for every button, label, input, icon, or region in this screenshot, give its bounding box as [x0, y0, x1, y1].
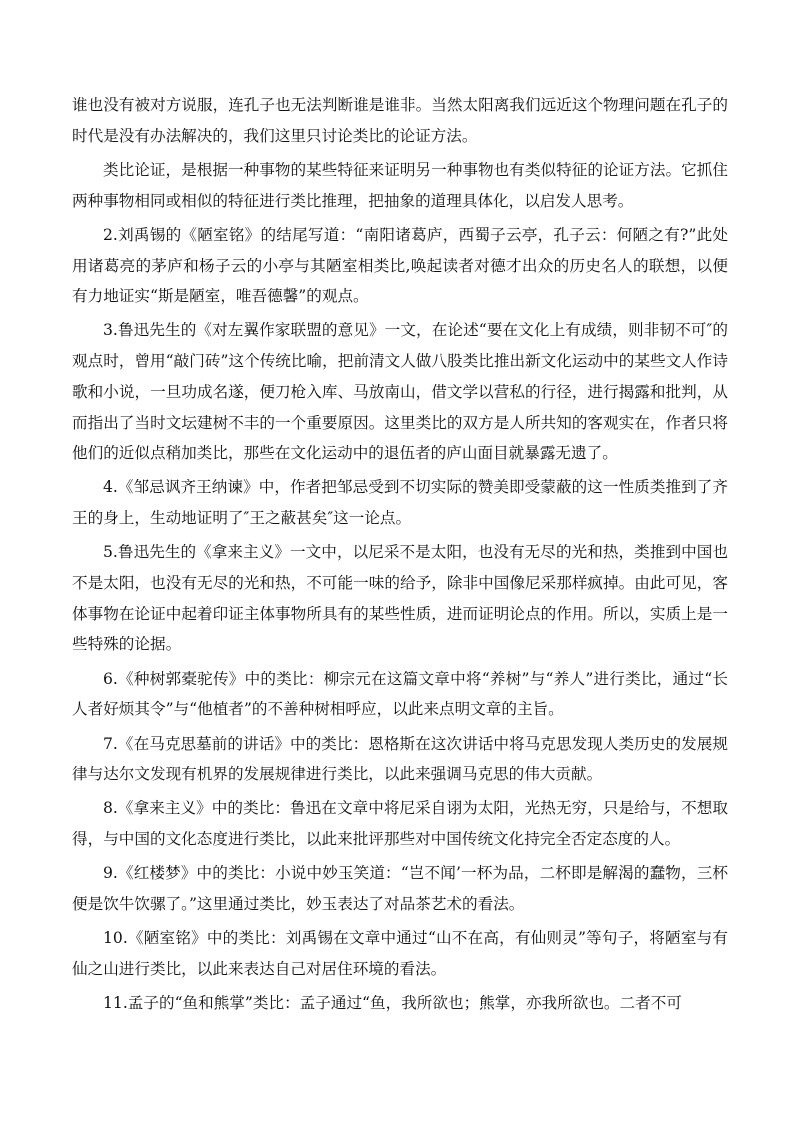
paragraph-definition: 类比论证，是根据一种事物的某些特征来证明另一种事物也有类似特征的论证方法。它抓住两种事物相同或相似的特征进行类比推理，把抽象的道理具体化，以启发人思考。: [72, 160, 728, 210]
paragraph-example-9: 9.《红楼梦》中的类比：小说中妙玉笑道：“岂不闻’一杯为品，二杯即是解渴的蠢物，三杯便是饮牛饮骡了。”这里通过类比，妙玉表达了对品茶艺术的看法。: [72, 864, 728, 914]
paragraph-example-8: 8.《拿来主义》中的类比：鲁迅在文章中将尼采自诩为太阳，光热无穷，只是给与，不想取得，与中国的文化态度进行类比，以此来批评那些对中国传统文化持完全否定态度的人。: [72, 799, 728, 849]
paragraph-example-10: 10.《陋室铭》中的类比：刘禹锡在文章中通过“山不在高，有仙则灵”等句子，将陋室与有仙之山进行类比，以此来表达自己对居住环境的看法。: [72, 929, 728, 978]
paragraph-example-11: 11.孟子的“鱼和熊掌”类比：孟子通过“鱼，我所欲也；熊掌，亦我所欲也。二者不可: [103, 994, 682, 1013]
paragraph-example-7: 7.《在马克思墓前的讲话》中的类比：恩格斯在这次讲话中将马克思发现人类历史的发展规律与达尔文发现有机界的发展规律进行类比，以此来强调马克思的伟大贡献。: [72, 734, 728, 784]
document-page: [72, 90, 728, 1022]
paragraph-continuation: 谁也没有被对方说服，连孔子也无法判断谁是谁非。当然太阳离我们远近这个物理问题在孔子的时代是没有办法解决的，我们这里只讨论类比的论证方法。: [72, 96, 728, 145]
paragraph-example-5: 5.鲁迅先生的《拿来主义》一文中，以尼采不是太阳，也没有无尽的光和热，类推到中国也不是太阳，也没有无尽的光和热，不可能一味的给予，除非中国像尼采那样疯掉。由此可见，客体事物在论证中起着印证主体事物所具有的某些性质，进而证明论点的作用。所以，实质上是一些特殊的论据。: [72, 543, 728, 654]
paragraph-example-3: 3.鲁迅先生的《对左翼作家联盟的意见》一文，在论述“要在文化上有成绩，则非韧不可″的观点时，曾用“敲门砖”这个传统比喻，把前清文人做八股类比推出新文化运动中的某些文人作诗歌和小说，一旦功成名遂，便刀枪入库、马放南山，借文学以营私的行径，进行揭露和批判，从而指出了当时文坛建树不丰的一个重要原因。这里类比的双方是人所共知的客观实在，作者只将他们的近似点稍加类比，那些在文化运动中的退伍者的庐山面目就暴露无遗了。: [72, 321, 728, 463]
paragraph-example-2: 2.刘禹锡的《陋室铭》的结尾写道：“南阳诸葛庐，西蜀子云亭，孔子云：何陋之有?”此处用诸葛亮的茅庐和杨子云的小亭与其陋室相类比,唤起读者对德才出众的历史名人的联想，以便有力地证实“斯是陋室，唯吾德馨”的观点。: [72, 225, 728, 306]
paragraph-example-4: 4.《邹忌讽齐王纳谏》中，作者把邹忌受到不切实际的赞美即受蒙蔽的这一性质类推到了齐王的身上，生动地证明了″王之蔽甚矣″这一论点。: [72, 478, 728, 528]
paragraph-example-6: 6.《种树郭橐驼传》中的类比：柳宗元在这篇文章中将“养树”与“养人”进行类比，通过“长人者好烦其令”与“他植者”的不善种树相呼应，以此来点明文章的主旨。: [72, 669, 728, 719]
